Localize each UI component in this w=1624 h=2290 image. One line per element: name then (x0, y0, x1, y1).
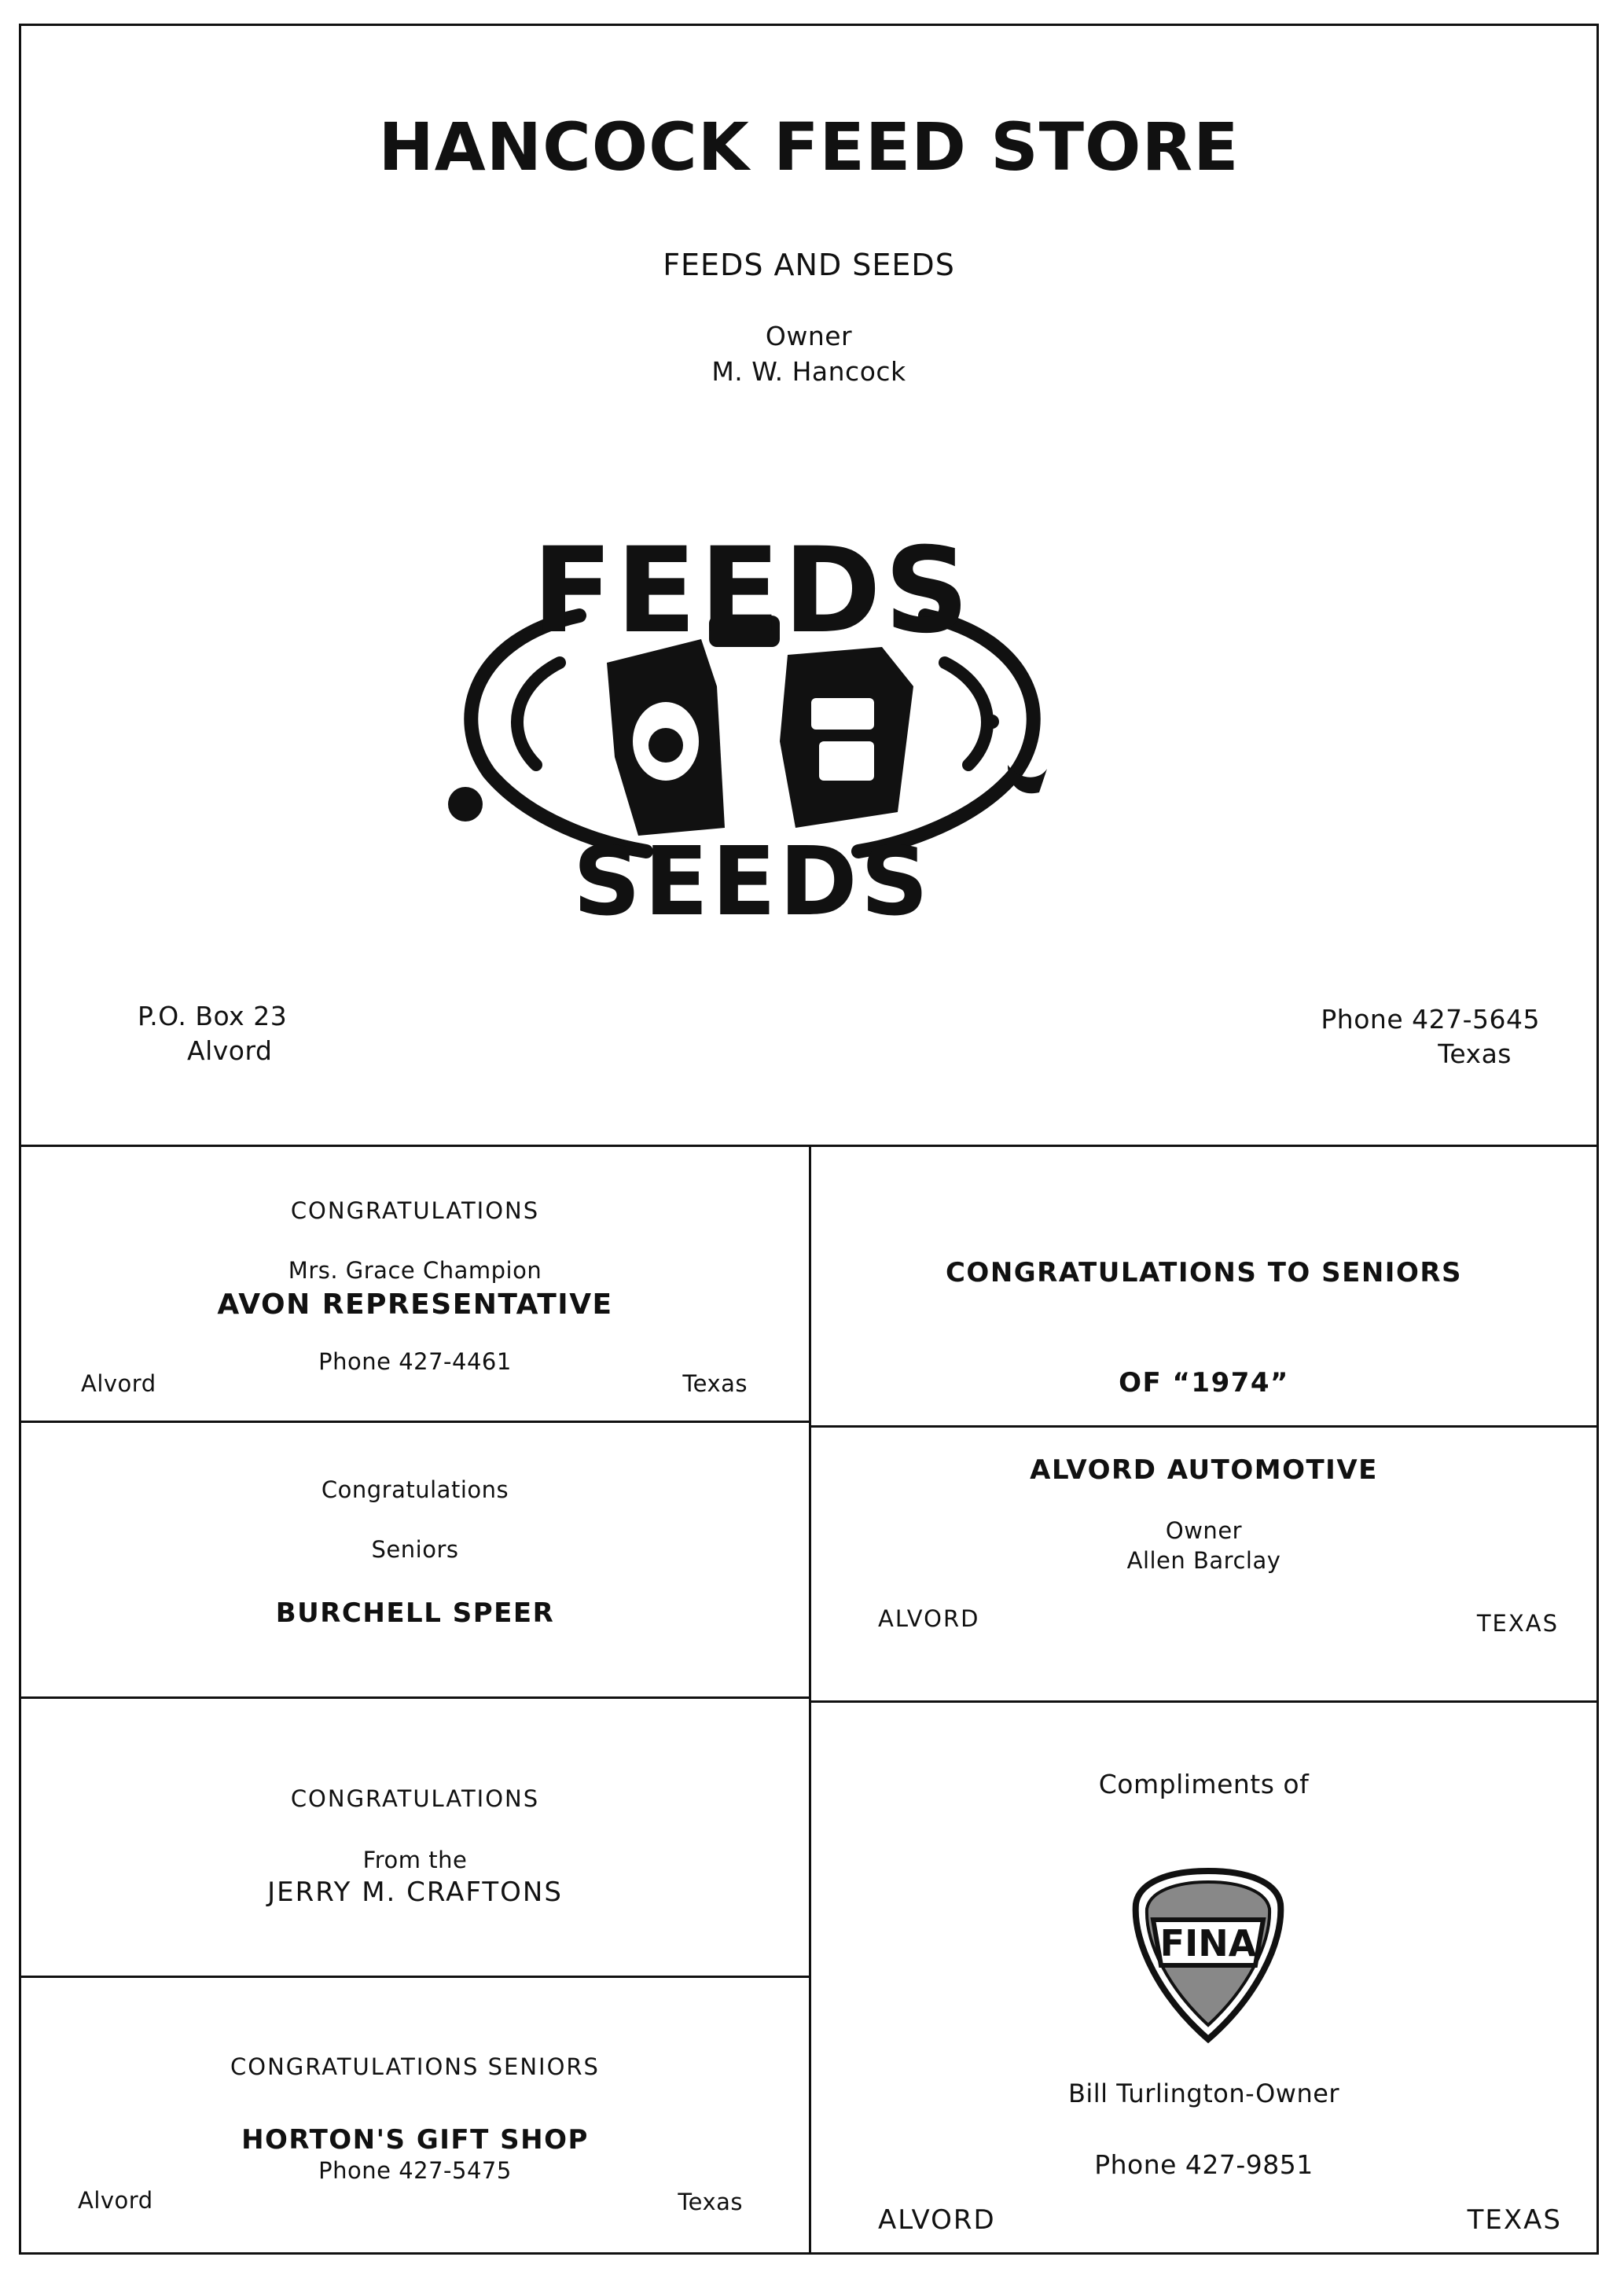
avon-ad (21, 1147, 809, 1421)
hancock-owner-label: Owner (765, 321, 853, 351)
speer-ad (21, 1423, 809, 1696)
fina-logo (1130, 1865, 1287, 2046)
automotive-owner-label: Owner (1165, 1517, 1243, 1544)
hancock-address: P.O. Box 23 (138, 1001, 288, 1031)
automotive-title: ALVORD AUTOMOTIVE (1030, 1454, 1378, 1486)
logo-feeds-text: FEEDS (532, 523, 972, 660)
fina-state: TEXAS (1467, 2204, 1562, 2236)
seniors-line1: CONGRATULATIONS TO SENIORS (945, 1257, 1463, 1288)
fina-phone: Phone 427-9851 (1094, 2149, 1314, 2180)
horton-congrats: CONGRATULATIONS SENIORS (230, 2053, 600, 2080)
speer-name: BURCHELL SPEER (275, 1597, 555, 1629)
hancock-city: Alvord (187, 1035, 273, 1066)
ad-page (19, 24, 1599, 2255)
avon-person: Mrs. Grace Champion (288, 1257, 542, 1284)
avon-state: Texas (682, 1370, 748, 1397)
avon-phone: Phone 427-4461 (318, 1348, 512, 1375)
automotive-state: TEXAS (1476, 1610, 1559, 1637)
avon-city: Alvord (81, 1370, 156, 1397)
feeds-seeds-logo (442, 482, 1063, 954)
craftons-from: From the (362, 1847, 468, 1873)
automotive-city: ALVORD (878, 1605, 980, 1632)
fina-owner: Bill Turlington-Owner (1067, 2079, 1340, 2108)
horton-state: Texas (678, 2189, 743, 2215)
craftons-name: JERRY M. CRAFTONS (267, 1876, 563, 1908)
fina-compliments: Compliments of (1098, 1769, 1310, 1799)
hancock-title: HANCOCK FEED STORE (378, 108, 1240, 186)
speer-seniors: Seniors (371, 1536, 459, 1563)
seniors-ad (811, 1147, 1596, 1425)
craftons-congrats: CONGRATULATIONS (290, 1785, 540, 1812)
hancock-phone: Phone 427-5645 (1321, 1004, 1540, 1035)
speer-congrats: Congratulations (321, 1476, 509, 1503)
horton-city: Alvord (78, 2187, 153, 2214)
hancock-state: Texas (1438, 1038, 1512, 1069)
hancock-owner-name: M. W. Hancock (711, 356, 906, 387)
automotive-owner-name: Allen Barclay (1126, 1547, 1281, 1574)
hancock-ad (21, 26, 1596, 1145)
craftons-ad (21, 1699, 809, 1976)
avon-title: AVON REPRESENTATIVE (217, 1288, 613, 1321)
automotive-ad (811, 1428, 1596, 1700)
fina-ad (811, 1703, 1596, 2252)
fina-logo-text: FINA (1159, 1922, 1257, 1965)
fina-city: ALVORD (878, 2204, 996, 2236)
horton-phone: Phone 427-5475 (318, 2157, 512, 2184)
hancock-subtitle: FEEDS AND SEEDS (663, 248, 955, 282)
horton-name: HORTON'S GIFT SHOP (241, 2124, 589, 2156)
horton-ad (21, 1978, 809, 2252)
seniors-line2: OF “1974” (1119, 1367, 1289, 1399)
logo-seeds-text: SEEDS (572, 828, 932, 937)
avon-congrats: CONGRATULATIONS (290, 1197, 540, 1224)
